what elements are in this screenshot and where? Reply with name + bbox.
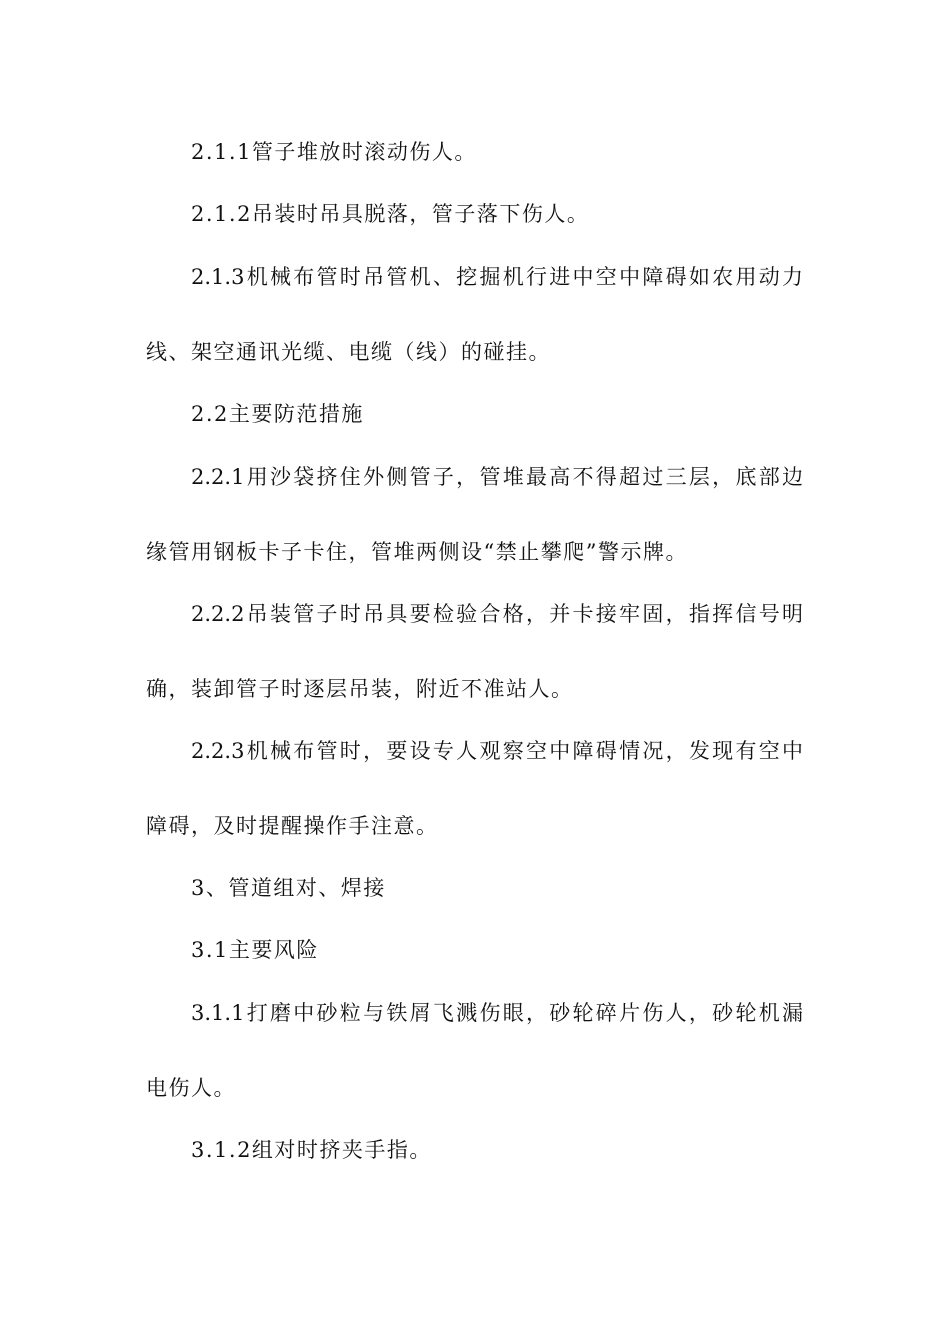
paragraph-line: 2.1.3机械布管时吊管机、挖掘机行进中空中障碍如农用动力: [191, 265, 803, 289]
section-heading: 3.1主要风险: [191, 938, 319, 962]
paragraph-line: 确，装卸管子时逐层吊装，附近不准站人。: [146, 677, 574, 701]
paragraph-line: 电伤人。: [146, 1076, 236, 1100]
paragraph-line: 障碍，及时提醒操作手注意。: [146, 814, 439, 838]
paragraph-line: 3.1.2组对时挤夹手指。: [191, 1138, 432, 1162]
section-heading: 2.2主要防范措施: [191, 402, 364, 426]
paragraph-line: 缘管用钢板卡子卡住，管堆两侧设“禁止攀爬”警示牌。: [146, 540, 688, 564]
section-heading: 3、管道组对、焊接: [191, 876, 386, 900]
paragraph-line: 2.2.3机械布管时，要设专人观察空中障碍情况，发现有空中: [191, 739, 803, 763]
paragraph-line: 2.1.2吊装时吊具脱落，管子落下伤人。: [191, 202, 590, 226]
paragraph-line: 线、架空通讯光缆、电缆（线）的碰挂。: [146, 340, 551, 364]
paragraph-line: 3.1.1打磨中砂粒与铁屑飞溅伤眼，砂轮碎片伤人，砂轮机漏: [191, 1001, 803, 1025]
paragraph-line: 2.2.2吊装管子时吊具要检验合格，并卡接牢固，指挥信号明: [191, 602, 803, 626]
paragraph-line: 2.2.1用沙袋挤住外侧管子，管堆最高不得超过三层，底部边: [191, 465, 803, 489]
paragraph-line: 2.1.1管子堆放时滚动伤人。: [191, 140, 477, 164]
